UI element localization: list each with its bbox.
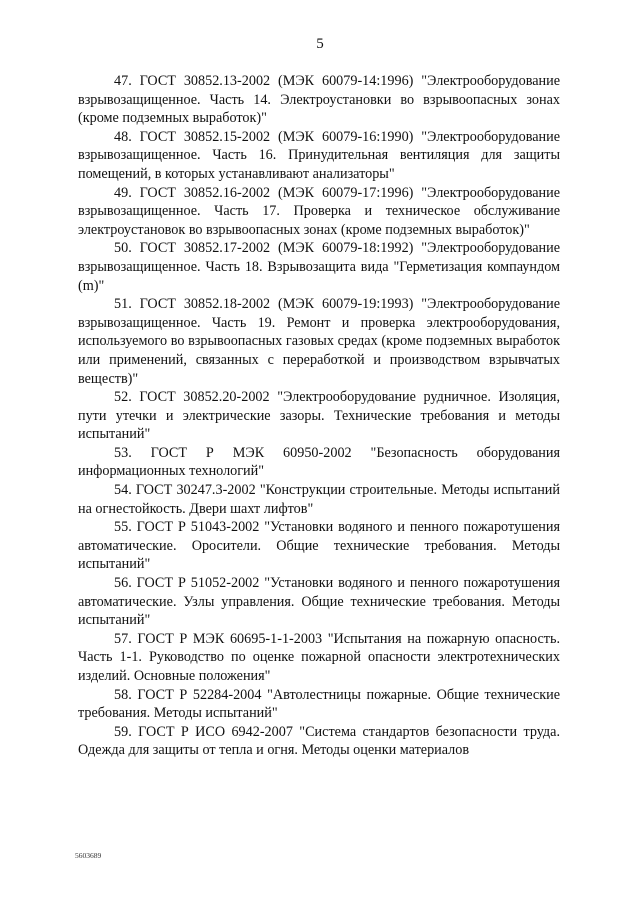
list-item <box>78 630 560 686</box>
list-item-text: 58. ГОСТ Р 52284-2004 "Автолестницы пожарные. Общие технические требования. Методы испытаний" <box>78 686 560 722</box>
list-item-text: 56. ГОСТ Р 51052-2002 "Установки водяного и пенного пожаротушения автоматические. Узлы управления. Общие технические требования. Методы испытаний" <box>78 575 560 629</box>
list-item-text: 55. ГОСТ Р 51043-2002 "Установки водяного и пенного пожаротушения автоматические. Оросители. Общие технические требования. Методы испытаний" <box>78 519 560 573</box>
list-item <box>78 574 560 630</box>
list-item <box>78 444 560 481</box>
list-item-text: 54. ГОСТ 30247.3-2002 "Конструкции строительные. Методы испытаний на огнестойкость. Двери шахт лифтов" <box>78 482 560 517</box>
list-item <box>78 723 560 760</box>
list-item-text: 48. ГОСТ 30852.15-2002 (МЭК 60079-16:1990) "Электрооборудование взрывозащищенное. Часть 16. Принудительная вентиляция для защиты помещений, в которых устанавливают анализаторы" <box>78 128 560 182</box>
list-item <box>78 686 560 723</box>
page-number: 5 <box>316 36 324 52</box>
list-item-text: 49. ГОСТ 30852.16-2002 (МЭК 60079-17:1996) "Электрооборудование взрывозащищенное. Часть 17. Проверка и техническое обслуживание электроустановок во взрывоопасных зонах (кроме подземных выработок)" <box>78 184 560 238</box>
list-item-text: 47. ГОСТ 30852.13-2002 (МЭК 60079-14:1996) "Электрооборудование взрывозащищенное. Часть 14. Электроустановки во взрывоопасных зонах (кроме подземных выработок)" <box>78 73 560 127</box>
list-item <box>78 128 560 184</box>
list-item <box>78 239 560 295</box>
list-item <box>78 184 560 240</box>
document-body <box>78 72 560 760</box>
list-item <box>78 388 560 444</box>
list-item-text: 57. ГОСТ Р МЭК 60695-1-1-2003 "Испытания на пожарную опасность. Часть 1-1. Руководство по оценке пожарной опасности электротехнических изделий. Основные положения" <box>78 630 560 684</box>
list-item-text: 50. ГОСТ 30852.17-2002 (МЭК 60079-18:1992) "Электрооборудование взрывозащищенное. Часть 18. Взрывозащита вида "Герметизация компаундом (m)" <box>78 240 560 294</box>
list-item-text: 59. ГОСТ Р ИСО 6942-2007 "Система стандартов безопасности труда. Одежда для защиты от тепла и огня. Методы оценки материалов <box>78 723 560 759</box>
list-item-text: 52. ГОСТ 30852.20-2002 "Электрооборудование рудничное. Изоляция, пути утечки и электрические зазоры. Технические требования и методы испытаний" <box>78 389 560 443</box>
list-item-text: 51. ГОСТ 30852.18-2002 (МЭК 60079-19:1993) "Электрооборудование взрывозащищенное. Часть 19. Ремонт и проверка электрооборудования, используемого во взрывоопасных газовых средах (кроме подземных выработок или применений, связанных с переработкой и производством взрывчатых веществ)" <box>78 296 560 387</box>
list-item <box>78 72 560 128</box>
list-item <box>78 481 560 518</box>
list-item <box>78 518 560 574</box>
list-item-text: 53. ГОСТ Р МЭК 60950-2002 "Безопасность оборудования информационных технологий" <box>78 444 560 480</box>
list-item <box>78 295 560 388</box>
document-code: 5603689 <box>75 851 102 860</box>
